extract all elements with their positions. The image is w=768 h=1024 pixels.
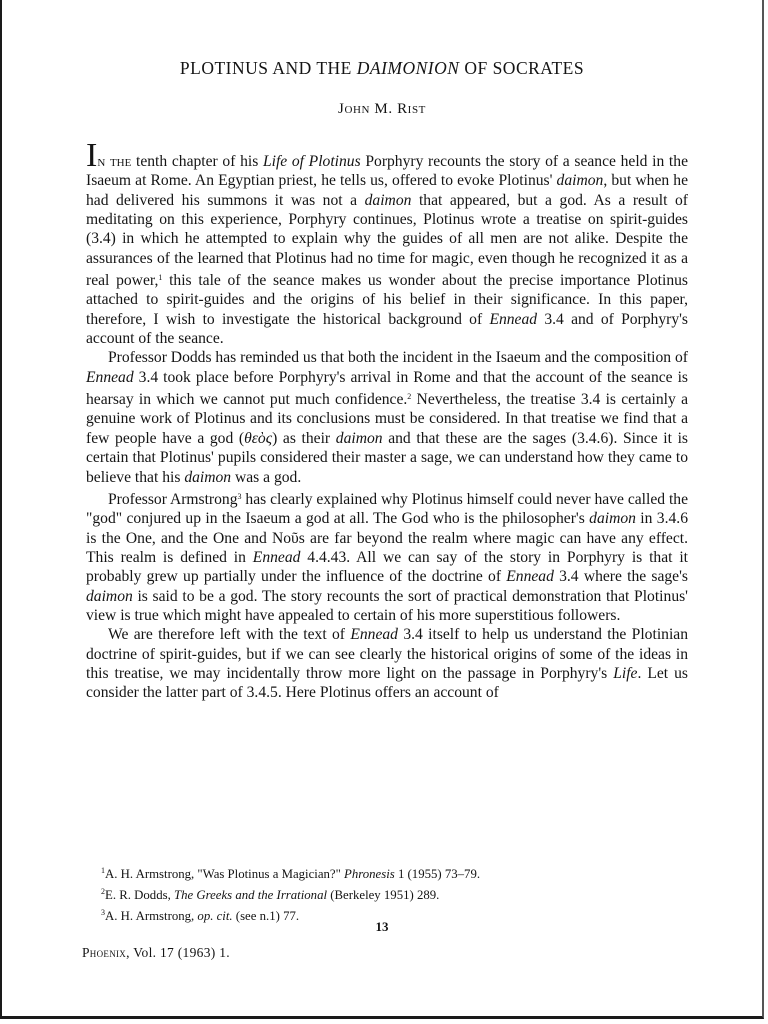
footnote-italic: op. cit. — [197, 909, 233, 923]
text-run: has clearly explained why Plotinus himself could never have called the "god" conjured up in the Isaeum a god at all. The God who is the philosopher's — [86, 490, 688, 528]
italic-run: Ennead — [252, 548, 301, 566]
paragraph-2 — [86, 348, 688, 486]
drop-cap: I — [86, 137, 98, 174]
text-run: ) as their — [272, 429, 336, 447]
text-run: . Let us consider the latter part of 3.4.5. Here Plotinus offers an account of — [86, 664, 688, 702]
paragraph-3 — [86, 487, 688, 625]
journal-volume: , Vol. 17 (1963) 1. — [126, 945, 230, 960]
text-run: and that these are the sages (3.4.6). Since it is certain that Plotinus' pupils considered their master a sage, we can understand how they came to believe that his — [86, 429, 688, 486]
journal-citation — [82, 945, 230, 961]
italic-run: Ennead — [350, 626, 398, 644]
article-body — [86, 137, 689, 703]
italic-run: Life — [613, 664, 638, 682]
footnote-ref-2: 2 — [407, 392, 412, 402]
text-run: that appeared, but a god. As a result of meditating on this experience, Porphyry continues, Plotinus wrote a treatise on spirit-guides (3.4) in which he attempted to explain why the guides of all men are not alike. Despite the assurances of the learned that Plotinus had no time for magic, even though he recognized it as a real power, — [86, 191, 689, 290]
title-text-end: OF SOCRATES — [459, 58, 585, 78]
italic-run: Ennead — [506, 568, 554, 586]
footnote-2 — [101, 883, 701, 904]
page-number: 13 — [375, 919, 389, 934]
italic-run: Life of Plotinus — [262, 153, 361, 170]
footnotes — [101, 862, 701, 925]
footnote-mark: 1 — [101, 866, 105, 875]
footnote-mark: 2 — [101, 887, 105, 896]
text-run: We are therefore left with the text of — [108, 626, 351, 644]
paragraph-1 — [86, 137, 689, 348]
journal-name: Phoenix — [82, 945, 127, 960]
text-run: in 3.4.6 is the One, and the One and Noῦs are far beyond the realm where magic can have any effect. This realm is defined in — [86, 510, 688, 566]
footnote-text: A. H. Armstrong, — [105, 909, 198, 923]
article-title — [2, 58, 762, 79]
footnote-ref-1: 1 — [158, 273, 163, 283]
footnote-italic: Phronesis — [344, 867, 395, 881]
italic-run: daimon — [335, 429, 383, 447]
text-run: , but when he had delivered his summons it was not a — [86, 172, 689, 209]
text-run: Porphyry recounts the story of a seance held in the Isaeum at Rome. An Egyptian priest, he tells us, offered to evoke Plotinus' — [86, 153, 688, 190]
text-run: 3.4 took place before Porphyry's arrival in Rome and that the account of the seance is hearsay in which we cannot put much confidence. — [86, 368, 688, 409]
footnote-mark: 3 — [101, 908, 105, 917]
text-run: 3.4 and of Porphyry's account of the seance. — [86, 310, 688, 348]
text-run: 3.4 itself to help us understand the Plotinian doctrine of spirit-guides, but if we can see clearly the historical origins of some of the ideas in this treatise, we may incidentally throw more light on the passage in Porphyry's — [86, 626, 688, 682]
text-run: Nevertheless, the treatise 3.4 is certainly a genuine work of Plotinus and its conclusions must be considered. In that treatise we find that a few people have a god ( — [86, 391, 688, 447]
footnote-italic: The Greeks and the Irrational — [173, 888, 328, 902]
italic-run: daimon — [364, 191, 412, 209]
greek-word: θεὸς — [244, 429, 273, 447]
italic-run: Ennead — [86, 368, 134, 386]
italic-run: Ennead — [489, 310, 538, 328]
text-run: Professor Dodds has reminded us that both the incident in the Isaeum and the composition of — [108, 349, 688, 367]
italic-run: daimon — [556, 172, 604, 190]
italic-run: daimon — [589, 510, 636, 528]
footnote-text: A. H. Armstrong, "Was Plotinus a Magician?" — [105, 867, 345, 881]
footnote-text: E. R. Dodds, — [105, 888, 174, 902]
footnote-text: (Berkeley 1951) 289. — [327, 888, 440, 902]
text-run: this tale of the seance makes us wonder about the precise importance Plotinus attached to spirit-guides and the origins of his belief in their significance. In this paper, therefore, I wish to investigate the historical background of — [86, 272, 688, 328]
text-run: is said to be a god. The story recounts the sort of practical demonstration that Plotinus' view is true which might have appealed to certain of his more superstitious followers. — [86, 587, 688, 624]
footnote-text: 1 (1955) 73–79. — [394, 867, 481, 881]
text-run: Professor Armstrong — [108, 490, 238, 508]
author-name: John M. Rist — [338, 101, 426, 117]
footnote-ref-3: 3 — [237, 491, 242, 501]
title-text: PLOTINUS AND THE — [179, 58, 357, 78]
smallcaps-lead: n the — [97, 153, 132, 170]
text-run: tenth chapter of his — [131, 153, 263, 170]
text-run: 4.4.43. All we can say of the story in Porphyry is that it probably grew up partially under the influence of the doctrine of — [86, 548, 688, 586]
title-italic: DAIMONION — [356, 58, 460, 78]
italic-run: daimon — [86, 587, 133, 605]
footnote-text: (see n.1) 77. — [232, 909, 300, 923]
text-run: was a god. — [231, 468, 302, 486]
footnote-1 — [101, 862, 701, 883]
italic-run: daimon — [184, 468, 232, 486]
text-run: 3.4 where the sage's — [553, 568, 688, 586]
paragraph-4 — [86, 625, 688, 702]
